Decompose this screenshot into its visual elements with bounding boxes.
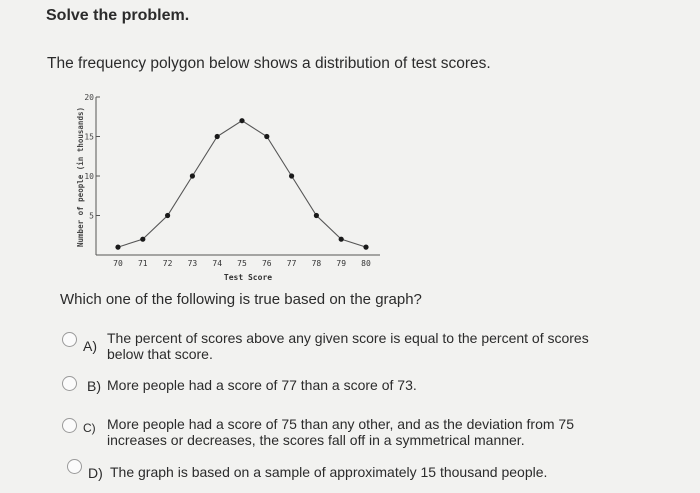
option-b-letter: B) [87,378,101,394]
data-point [314,213,319,218]
radio-a[interactable] [62,332,77,347]
option-a-letter: A) [83,338,97,354]
y-tick-label: 20 [84,93,94,102]
data-point [165,213,170,218]
x-axis-label: Test Score [223,273,273,282]
x-tick-label: 70 [113,259,123,268]
series-line [118,121,366,247]
x-tick-label: 75 [237,259,247,268]
y-axis-label: Number of people (in thousands) [76,107,85,247]
option-c-letter: C) [83,421,96,435]
y-tick-label: 10 [84,172,94,181]
data-point [363,245,368,250]
data-point [289,173,294,178]
radio-b[interactable] [62,376,77,391]
y-tick-label: 15 [84,132,94,142]
question-text: Which one of the following is true based on the graph? [60,291,422,308]
x-tick-label: 79 [336,259,347,268]
x-tick-label: 80 [361,259,371,268]
x-tick-label: 71 [137,259,148,268]
x-tick-label: 76 [261,259,272,268]
option-b-text: More people had a score of 77 than a score of 73. [107,377,417,393]
radio-d[interactable] [67,459,82,474]
problem-intro: The frequency polygon below shows a distribution of test scores. [47,55,491,72]
data-point [339,237,344,242]
x-tick-label: 78 [311,259,322,268]
option-c-text: More people had a score of 75 than any other, and as the deviation from 75 increases or decreases, the scores fall off in a symmetrical manner. [107,416,574,448]
x-tick-label: 77 [286,259,297,268]
chart-svg [70,75,400,290]
option-d-letter: D) [88,465,103,481]
data-point [190,173,195,178]
option-d-text: The graph is based on a sample of approximately 15 thousand people. [110,464,548,480]
frequency-polygon-chart [70,75,400,290]
radio-c[interactable] [62,418,77,433]
data-point [215,134,220,139]
data-point [264,134,269,139]
problem-heading: Solve the problem. [46,7,190,24]
data-point [140,237,145,242]
x-tick-label: 72 [162,259,173,268]
y-tick-label: 5 [89,211,94,221]
data-point [115,245,120,250]
data-point [239,118,244,123]
x-tick-label: 73 [187,259,198,268]
x-tick-label: 74 [212,259,223,268]
option-a-text: The percent of scores above any given score is equal to the percent of scores below that score. [107,330,589,362]
